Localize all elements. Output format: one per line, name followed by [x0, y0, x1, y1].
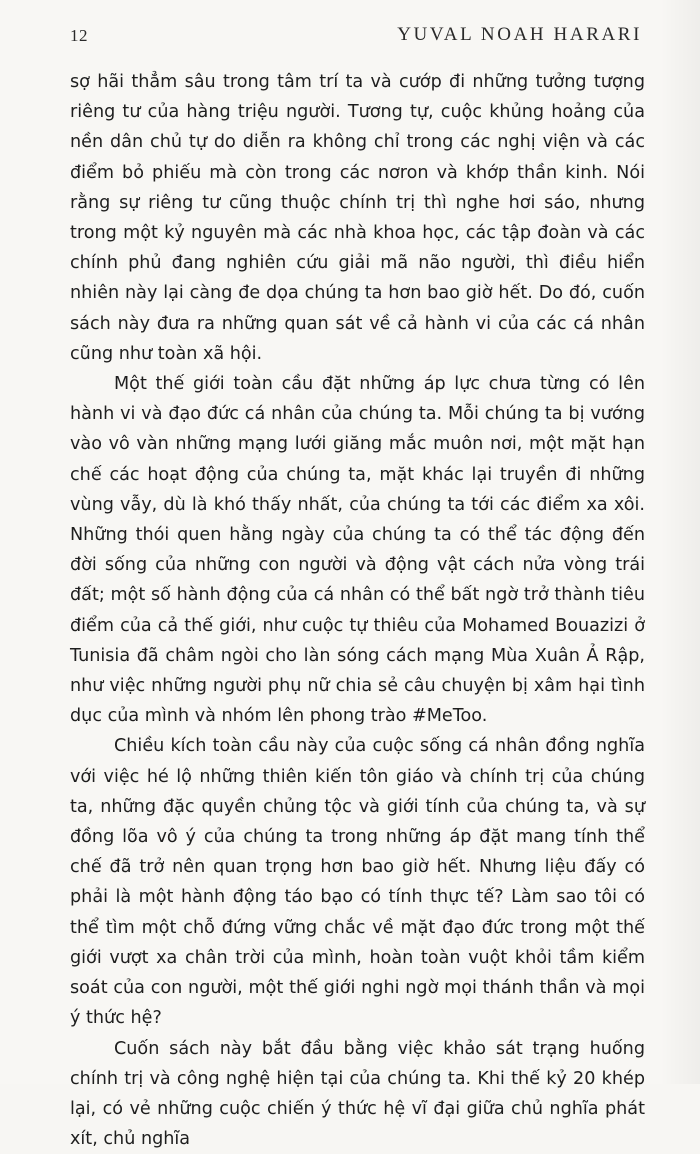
page-number: 12 [70, 26, 88, 46]
body-text [70, 67, 645, 1154]
paragraph-1: sợ hãi thẳm sâu trong tâm trí ta và cướp đi những tưởng tượng riêng tư của hàng triệu người. Tương tự, cuộc khủng hoảng của nền dân chủ tự do diễn ra không chỉ trong các nghị viện và các điểm bỏ phiếu mà còn trong các nơron và khớp thần kinh. Nói rằng sự riêng tư cũng thuộc chính trị thì nghe hơi sáo, nhưng trong một kỷ nguyên mà các nhà khoa học, các tập đoàn và các chính phủ đang nghiên cứu giải mã não người, thì điều hiển nhiên này lại càng đe dọa chúng ta hơn bao giờ hết. Do đó, cuốn sách này đưa ra những quan sát về cả hành vi của các cá nhân cũng như toàn xã hội. [70, 67, 645, 369]
paragraph-3: Chiều kích toàn cầu này của cuộc sống cá nhân đồng nghĩa với việc hé lộ những thiên kiến tôn giáo và chính trị của chúng ta, những đặc quyền chủng tộc và giới tính của chúng ta, và sự đồng lõa vô ý của chúng ta trong những áp đặt mang tính thể chế đã trở nên quan trọng hơn bao giờ hết. Nhưng liệu đấy có phải là một hành động táo bạo có tính thực tế? Làm sao tôi có thể tìm một chỗ đứng vững chắc về mặt đạo đức trong một thế giới vượt xa chân trời của mình, hoàn toàn vuột khỏi tầm kiểm soát của con người, một thế giới nghi ngờ mọi thánh thần và mọi ý thức hệ? [70, 731, 645, 1033]
paragraph-2: Một thế giới toàn cầu đặt những áp lực chưa từng có lên hành vi và đạo đức cá nhân của chúng ta. Mỗi chúng ta bị vướng vào vô vàn những mạng lưới giăng mắc muôn nơi, một mặt hạn chế các hoạt động của chúng ta, mặt khác lại truyền đi những vùng vẫy, dù là khó thấy nhất, của chúng ta tới các điểm xa xôi. Những thói quen hằng ngày của chúng ta có thể tác động đến đời sống của những con người và động vật cách nửa vòng trái đất; một số hành động của cá nhân có thể bất ngờ trở thành tiêu điểm của cả thế giới, như cuộc tự thiêu của Mohamed Bouazizi ở Tunisia đã châm ngòi cho làn sóng cách mạng Mùa Xuân Ả Rập, như việc những người phụ nữ chia sẻ câu chuyện bị xâm hại tình dục của mình và nhóm lên phong trào #MeToo. [70, 369, 645, 731]
page-header [70, 26, 642, 56]
paragraph-4: Cuốn sách này bắt đầu bằng việc khảo sát trạng huống chính trị và công nghệ hiện tại của chúng ta. Khi thế kỷ 20 khép lại, có vẻ những cuộc chiến ý thức hệ vĩ đại giữa chủ nghĩa phát xít, chủ nghĩa [70, 1034, 645, 1154]
page-edge-shadow [660, 0, 700, 1084]
running-head-author: YUVAL NOAH HARARI [397, 24, 642, 46]
